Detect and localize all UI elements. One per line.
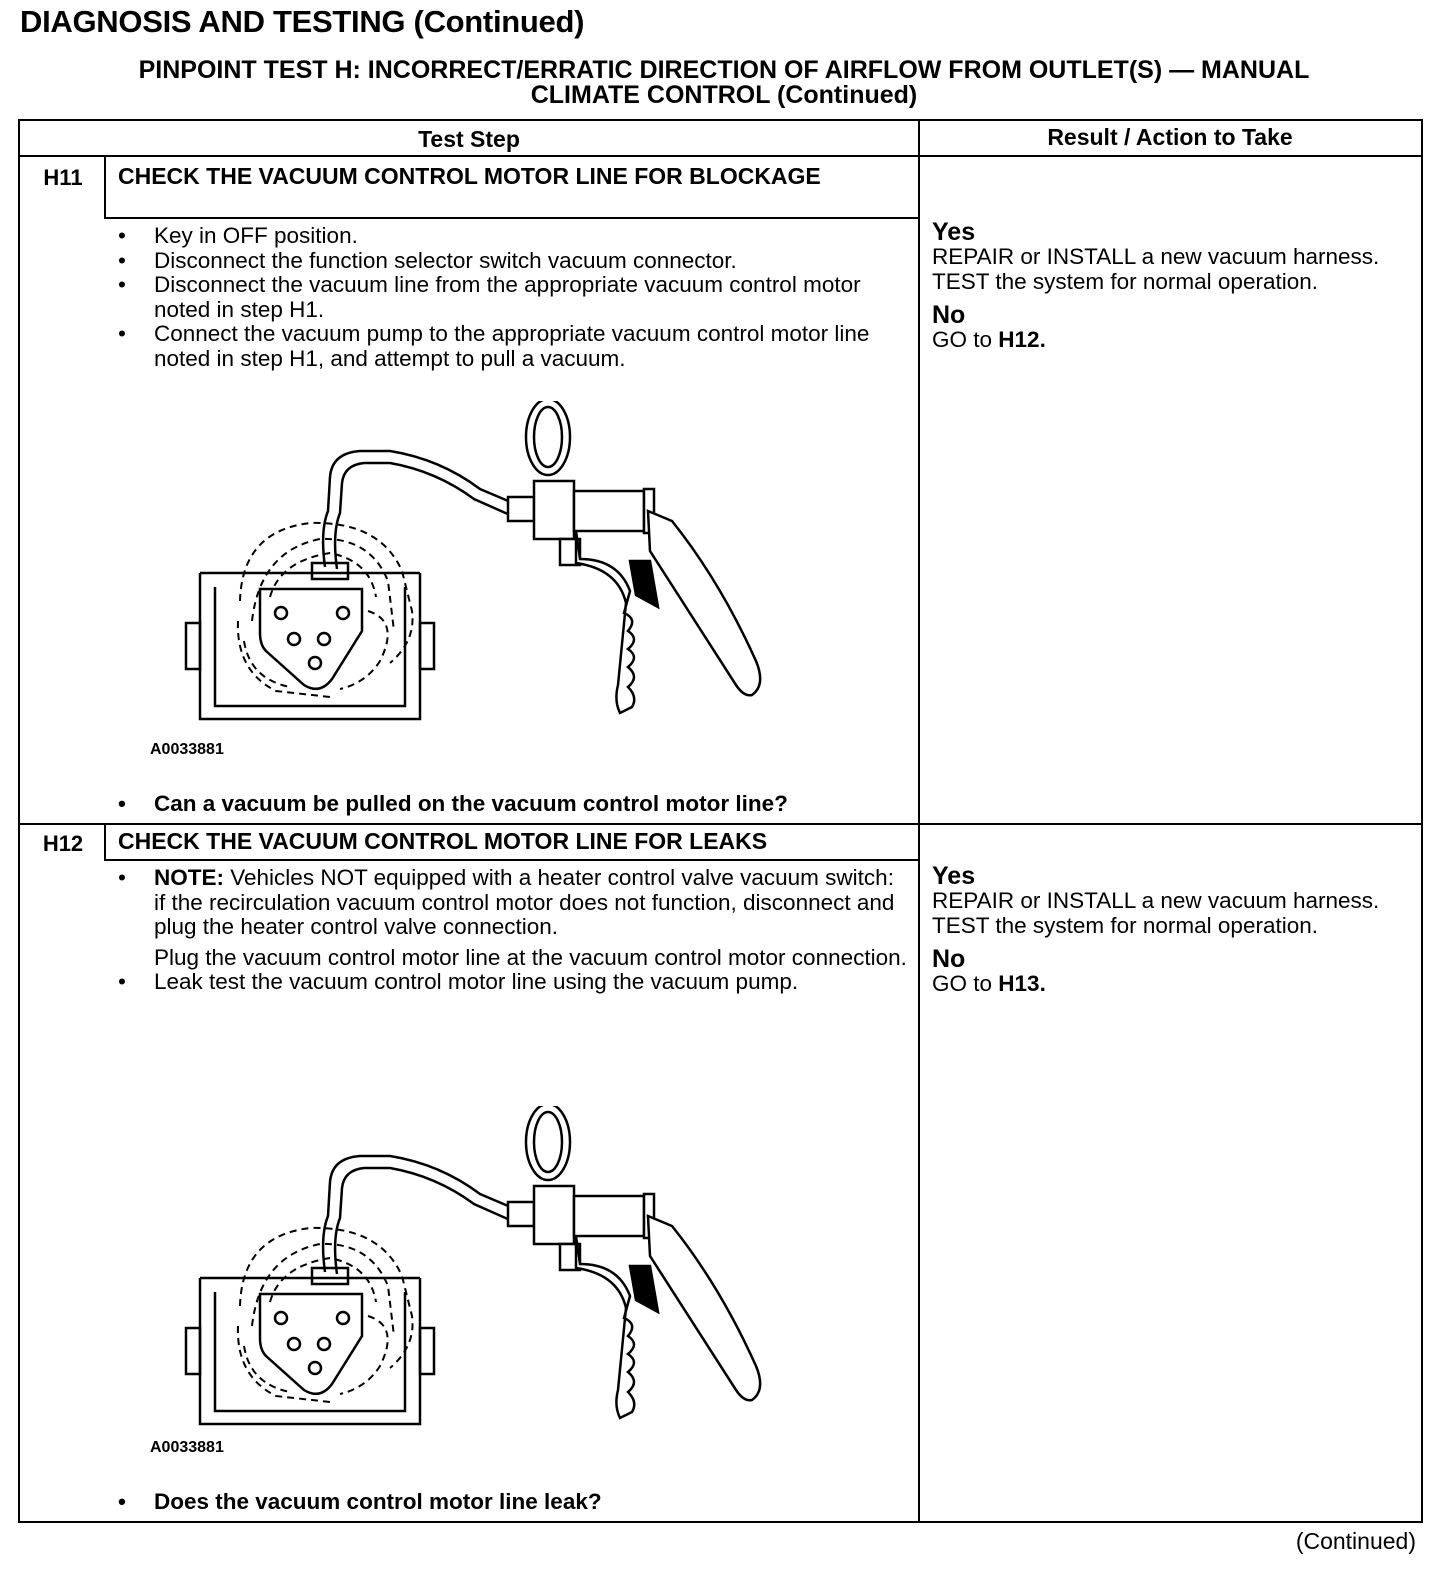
step-id-h11: H11 bbox=[43, 165, 83, 190]
pinpoint-test-title bbox=[24, 58, 1424, 108]
h12-note bbox=[110, 866, 910, 940]
header-divider bbox=[20, 155, 1421, 157]
h12-no-target: H13. bbox=[998, 971, 1046, 996]
vacuum-pump-illustration bbox=[180, 401, 780, 721]
h11-no-action bbox=[932, 328, 1402, 353]
column-divider bbox=[918, 121, 920, 1521]
h12-note-text: Vehicles NOT equipped with a heater control valve vacuum switch: if the recirculation vacuum control motor does not function, disconnect and plug the heater control valve connection. bbox=[154, 865, 895, 939]
h11-yes-label: Yes bbox=[932, 218, 976, 246]
h11-no-label: No bbox=[932, 301, 966, 329]
h12-yes-label: Yes bbox=[932, 862, 976, 890]
h11-yes-text: REPAIR or INSTALL a new vacuum harness. TEST the system for normal operation. bbox=[932, 244, 1380, 294]
continued-footer: (Continued) bbox=[1295, 1528, 1416, 1554]
header-result: Result / Action to Take bbox=[1047, 124, 1293, 150]
step-title-h12: CHECK THE VACUUM CONTROL MOTOR LINE FOR LEAKS bbox=[118, 828, 768, 854]
h11-bullet-2: • Disconnect the function selector switch vacuum connector. bbox=[110, 249, 910, 274]
vacuum-pump-illustration-2 bbox=[180, 1106, 780, 1426]
test-table bbox=[18, 119, 1423, 1523]
step-title-h11: CHECK THE VACUUM CONTROL MOTOR LINE FOR BLOCKAGE bbox=[118, 163, 821, 189]
page-title: DIAGNOSIS AND TESTING (Continued) bbox=[20, 4, 585, 39]
h11-no-text: GO to bbox=[932, 327, 993, 352]
row-divider bbox=[20, 823, 1421, 825]
h12-result bbox=[932, 863, 1402, 1005]
h12-figure-id: A0033881 bbox=[150, 1439, 224, 1456]
h12-plug-instruction: Plug the vacuum control motor line at the vacuum control motor connection. bbox=[154, 944, 907, 970]
header-test-step: Test Step bbox=[418, 126, 520, 152]
subtitle-line-2: CLIMATE CONTROL (Continued) bbox=[530, 81, 918, 109]
h12-no-label: No bbox=[932, 945, 966, 973]
h11-bullet-1: • Key in OFF position. bbox=[110, 224, 910, 249]
h11-figure-id: A0033881 bbox=[150, 741, 224, 758]
h11-instructions bbox=[110, 224, 910, 371]
h12-bullet-2: • Leak test the vacuum control motor line using the vacuum pump. bbox=[110, 970, 910, 995]
h11-no-target: H12. bbox=[998, 327, 1046, 352]
h12-note-label: NOTE: bbox=[154, 865, 224, 890]
h11-question: • Can a vacuum be pulled on the vacuum control motor line? bbox=[110, 791, 910, 817]
h12-no-action bbox=[932, 972, 1402, 997]
h11-result bbox=[932, 219, 1402, 361]
h12-yes-text: REPAIR or INSTALL a new vacuum harness. TEST the system for normal operation. bbox=[932, 888, 1380, 938]
h11-title-divider bbox=[104, 217, 918, 219]
h12-instructions bbox=[110, 866, 910, 995]
h12-title-divider bbox=[104, 859, 918, 861]
h11-bullet-3: • Disconnect the vacuum line from the appropriate vacuum control motor noted in step H1. bbox=[110, 273, 910, 322]
h11-bullet-4: • Connect the vacuum pump to the appropriate vacuum control motor line noted in step H1, and attempt to pull a vacuum. bbox=[110, 322, 910, 371]
subtitle-line-1: PINPOINT TEST H: INCORRECT/ERRATIC DIRECTION OF AIRFLOW FROM OUTLET(S) — MANUAL bbox=[138, 56, 1310, 84]
h12-question: • Does the vacuum control motor line leak? bbox=[110, 1489, 910, 1515]
step-id-h12: H12 bbox=[42, 831, 84, 856]
h12-no-text: GO to bbox=[932, 971, 993, 996]
